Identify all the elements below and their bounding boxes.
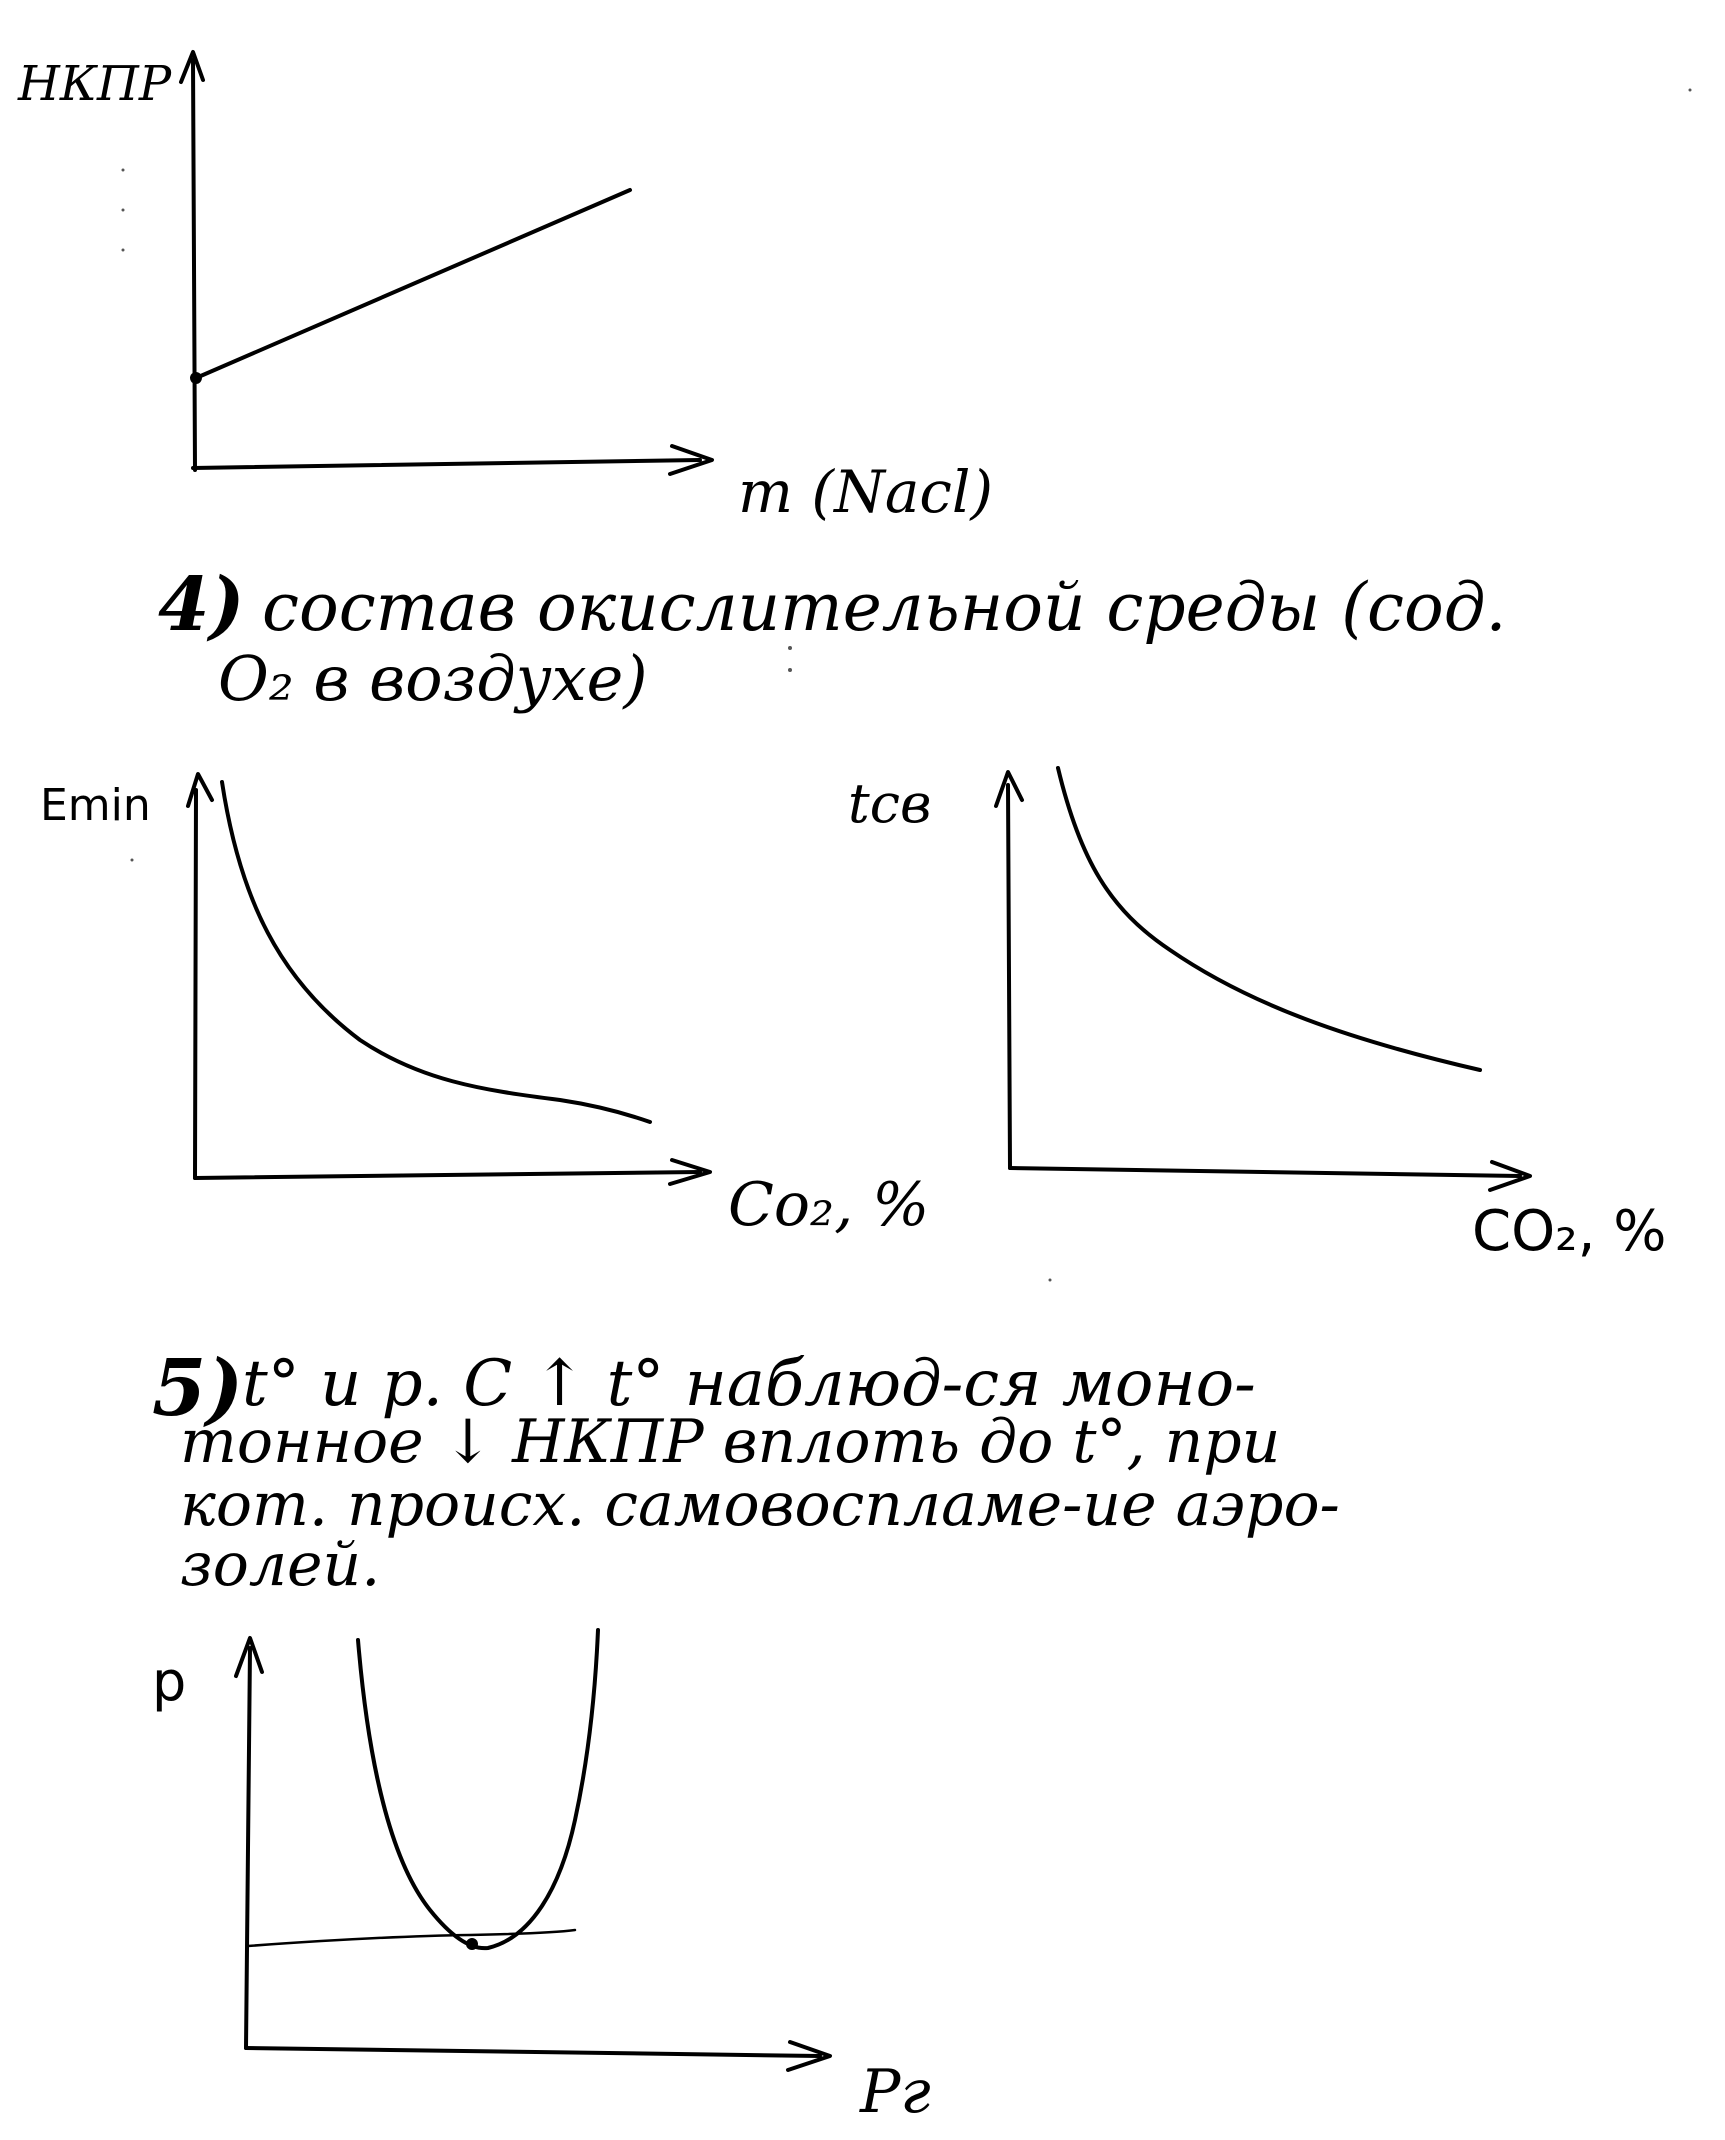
sketch3-y-axis bbox=[1008, 785, 1010, 1168]
sketch4-x-label: Pг bbox=[860, 2057, 931, 2127]
section5-number: 5) bbox=[152, 1343, 244, 1434]
section5-line2: тонное ↓ НКПР вплоть до t°, при bbox=[180, 1407, 1281, 1477]
section5-line4: золей. bbox=[180, 1530, 381, 1600]
sketch2-y-label: Emin bbox=[40, 780, 151, 831]
sketch3-x-axis bbox=[1010, 1168, 1520, 1176]
sketch3-y-label: tсв bbox=[848, 772, 932, 835]
section4-line1: состав окислительной среды (сод. bbox=[262, 569, 1507, 646]
sketch4-y-axis bbox=[246, 1648, 250, 2048]
sketch4-minimum-dot bbox=[466, 1938, 478, 1950]
section-5-text bbox=[152, 1343, 1340, 1600]
sketch4-threshold-line bbox=[248, 1930, 575, 1946]
section4-number: 4) bbox=[158, 562, 245, 648]
sketch2-y-arrowhead bbox=[188, 774, 212, 806]
section-4-text bbox=[158, 562, 1507, 715]
sketch1-y-label: НКПР bbox=[18, 56, 172, 112]
sketch2-x-axis bbox=[195, 1172, 700, 1178]
sketch1-x-axis bbox=[193, 460, 700, 468]
sketch1-intercept-dot bbox=[190, 372, 202, 384]
sketch-tsv-vs-oxygen bbox=[848, 768, 1666, 1264]
section5-line1: t° и p. С ↑ t° наблюд-ся моно- bbox=[242, 1347, 1256, 1421]
section4-line2: O₂ в воздухе) bbox=[218, 642, 648, 715]
sketch1-y-axis bbox=[193, 60, 195, 470]
sketch-pressure-vs-pg bbox=[152, 1630, 931, 2127]
sketch4-y-label: p bbox=[152, 1650, 187, 1713]
sketch3-curve bbox=[1058, 768, 1480, 1070]
sketch2-y-axis bbox=[195, 790, 196, 1178]
sketch1-curve bbox=[196, 190, 630, 378]
sketch4-x-axis bbox=[246, 2048, 820, 2056]
sketch3-x-label: CO₂, % bbox=[1472, 1199, 1667, 1264]
sketch4-parabola bbox=[358, 1630, 598, 1948]
sketch1-x-label: m (Nacl) bbox=[738, 458, 994, 526]
sketch2-x-label: Co₂, % bbox=[728, 1170, 930, 1240]
section5-line3: кот. происх. самовоспламе-ие аэро- bbox=[180, 1470, 1340, 1540]
sketch-emin-vs-oxygen bbox=[40, 772, 932, 1240]
sketch-nkpr-vs-mass bbox=[17, 52, 993, 526]
sketch2-curve bbox=[222, 782, 650, 1122]
